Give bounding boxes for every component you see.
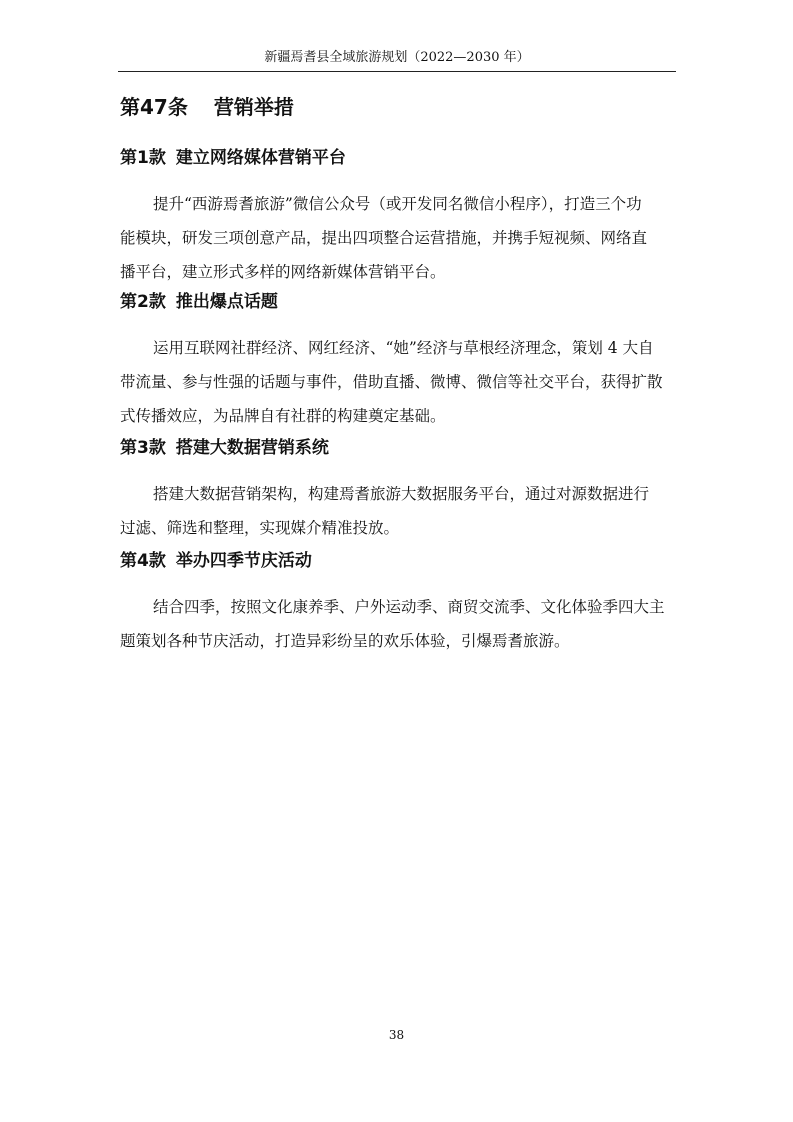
clause-title: 搭建大数据营销系统 [175,438,329,458]
clause-title: 建立网络媒体营销平台 [175,148,346,168]
paragraph-line: 搭建大数据营销架构，构建焉耆旅游大数据服务平台，通过对源数据进行 [153,485,650,503]
paragraph-line: 题策划各种节庆活动，打造异彩纷呈的欢乐体验，引爆焉耆旅游。 [120,632,570,650]
article-number: 第47条 [120,95,188,119]
article-heading [120,94,294,120]
article-title: 营销举措 [213,95,294,119]
paragraph-line: 带流量、参与性强的话题与事件，借助直播、微博、微信等社交平台，获得扩散 [120,373,663,391]
clause-paragraph-2 [120,331,676,433]
page-number: 38 [388,1028,405,1042]
paragraph-line: 式传播效应，为品牌自有社群的构建奠定基础。 [120,407,446,425]
paragraph-line: 结合四季，按照文化康养季、户外运动季、商贸交流季、文化体验季四大主 [153,598,665,616]
paragraph-line: 播平台，建立形式多样的网络新媒体营销平台。 [120,263,446,281]
paragraph-line: 能模块，研发三项创意产品，提出四项整合运营措施，并携手短视频、网络直 [120,229,648,247]
clause-paragraph-1 [120,187,676,289]
clause-heading-4 [120,550,312,572]
clause-paragraph-3 [120,477,676,545]
clause-heading-2 [120,291,278,313]
paragraph-line: 过滤、筛选和整理，实现媒介精准投放。 [120,519,400,537]
header-divider [118,71,676,72]
clause-number: 第4款 [120,551,166,571]
clause-heading-3 [120,437,329,459]
clause-title: 举办四季节庆活动 [175,551,312,571]
clause-number: 第2款 [120,292,166,312]
running-header: 新疆焉耆县全域旅游规划（2022—2030 年） [264,50,530,65]
clause-heading-1 [120,147,346,169]
clause-title: 推出爆点话题 [175,292,278,312]
paragraph-line: 运用互联网社群经济、网红经济、“她”经济与草根经济理念，策划 4 大自 [153,339,654,357]
clause-number: 第1款 [120,148,166,168]
paragraph-line: 提升“西游焉耆旅游”微信公众号（或开发同名微信小程序），打造三个功 [153,195,642,213]
clause-paragraph-4 [120,590,676,658]
clause-number: 第3款 [120,438,166,458]
